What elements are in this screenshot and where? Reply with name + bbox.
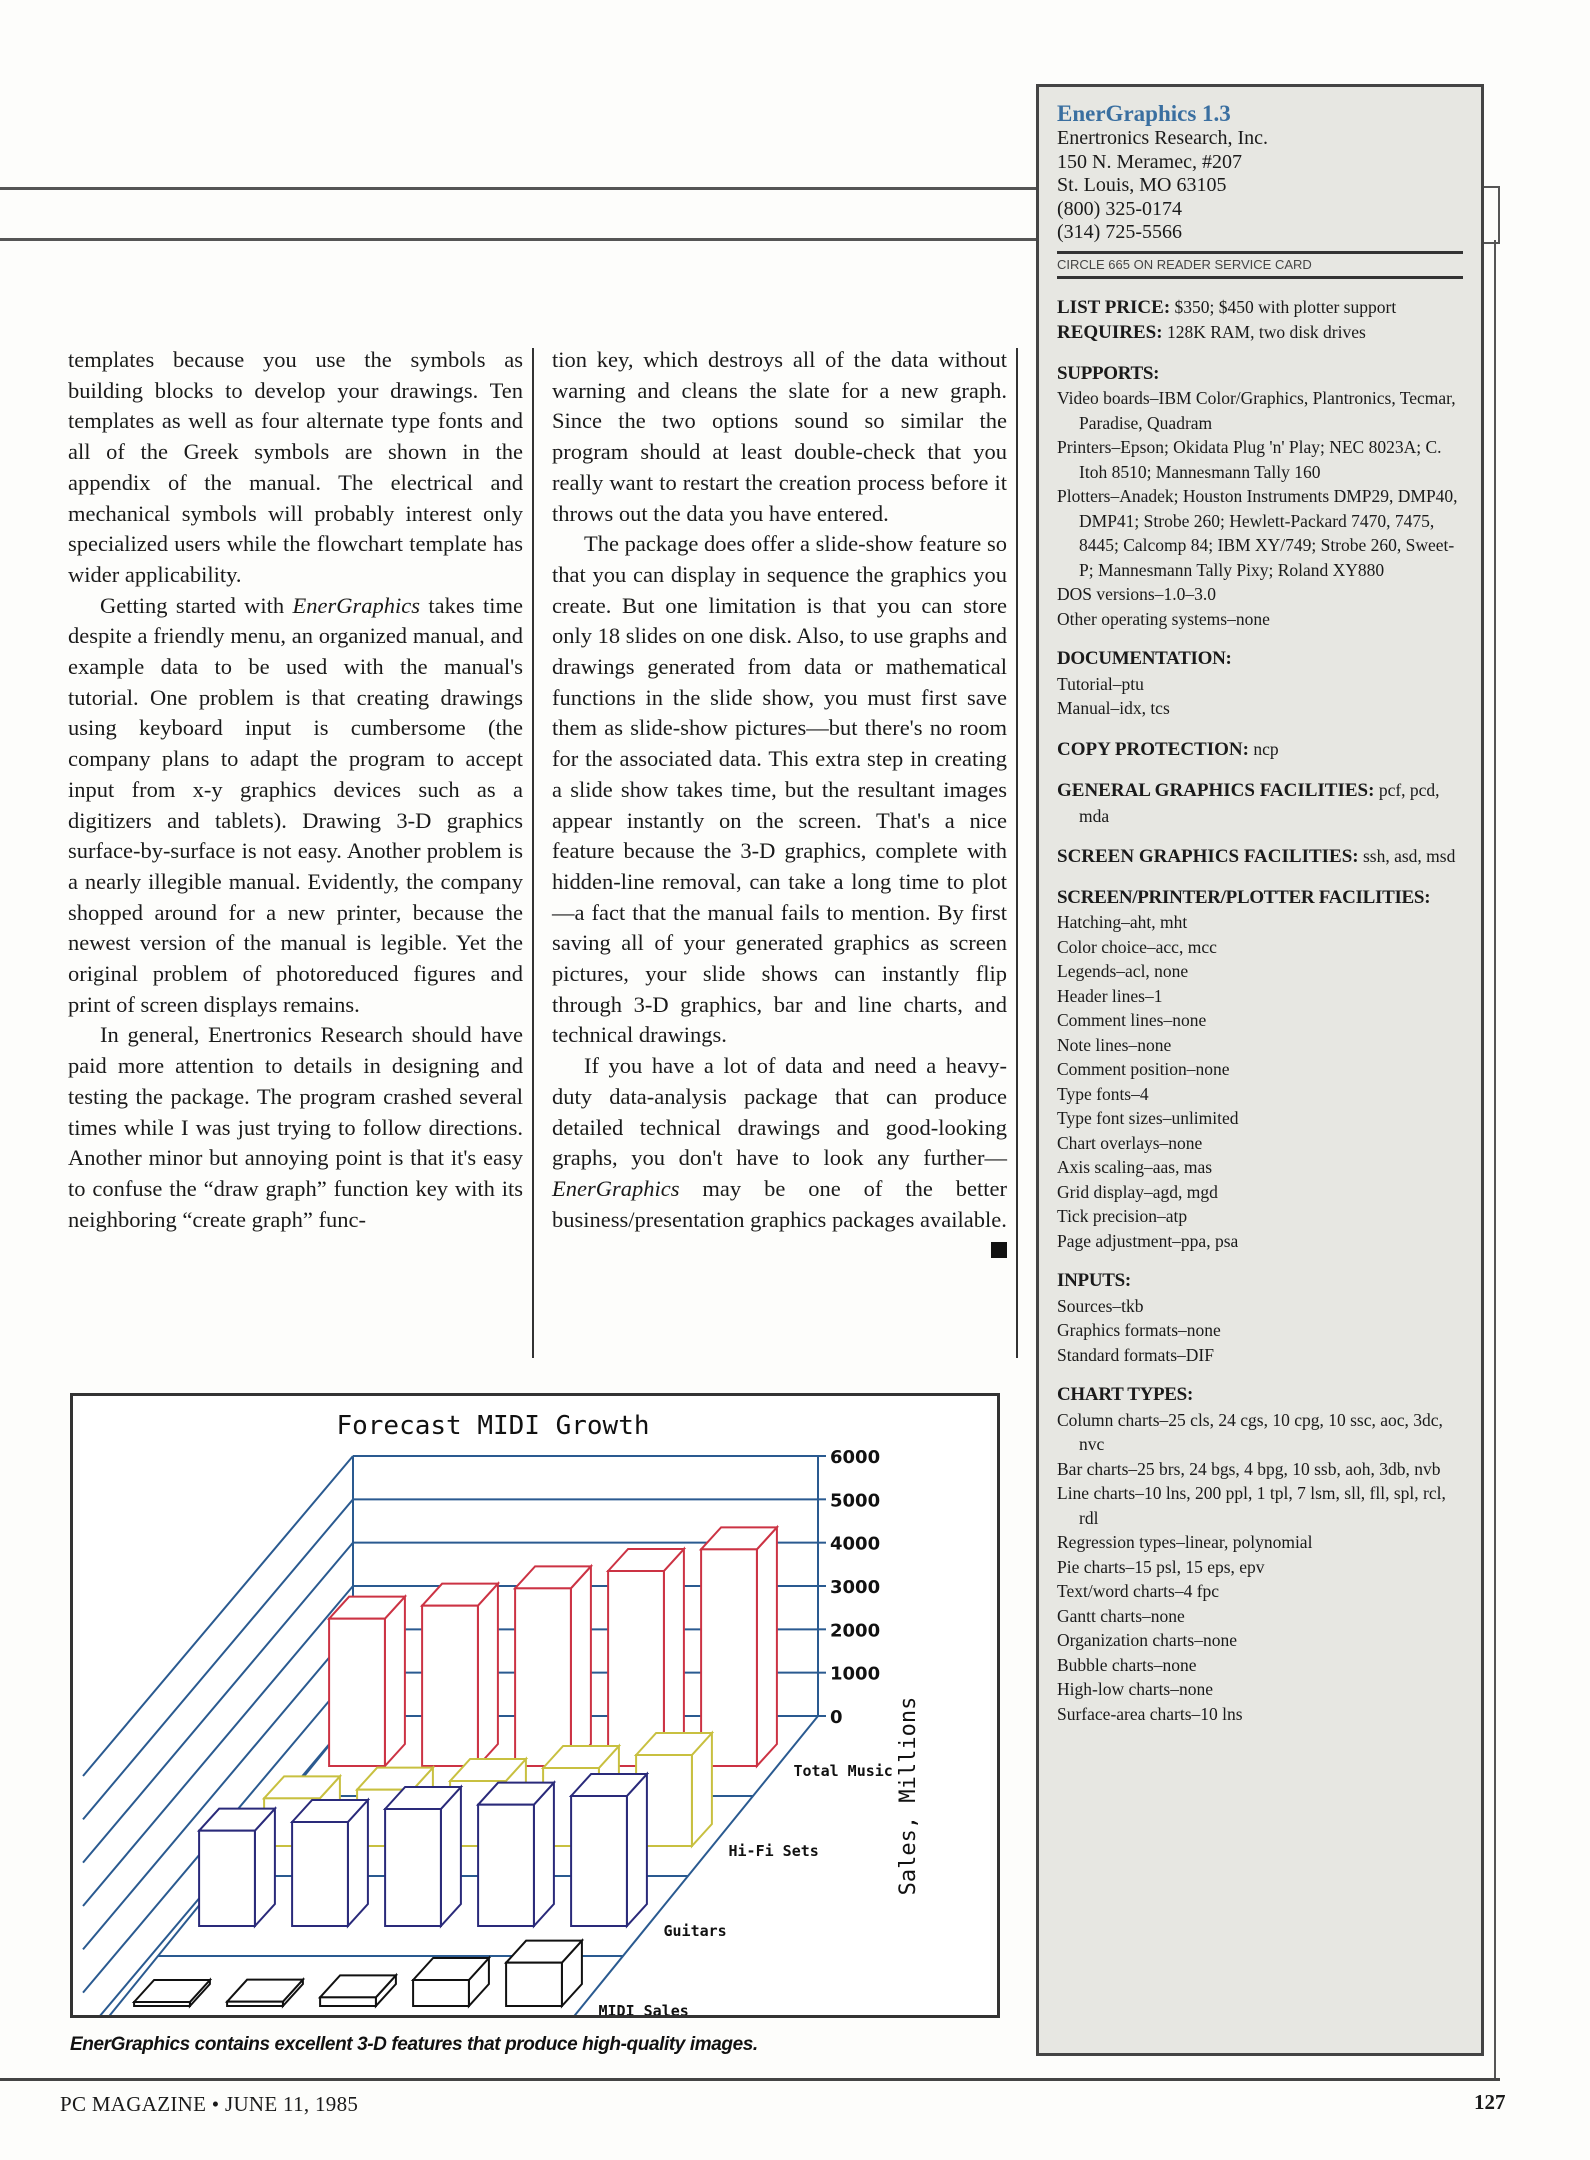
paragraph: The package does offer a slide-show feature so that you can display in sequence the graphics you create. But one limitation is that you can store only 18 slides on one disk. Also, to use graphs and drawings generated from data or mathematical functions in the slide show, you must first save them as slide-show pictures—but there's no room for the associated data. This extra step in creating a slide show takes time, but the resultant images appear instantly on the screen. That's a nice feature because the 3-D graphics, complete with hidden-line removal, can take a long time to plot—a fact that the manual fails to mention. By first saving all of your generated graphics as screen pictures, your slide shows can instantly flip through 3-D graphics, bar and line charts, and technical drawings. [552, 531, 1007, 1048]
general-graphics-facilities: GENERAL GRAPHICS FACILITIES: pcf, pcd, mda [1057, 780, 1440, 826]
paragraph: In general, Enertronics Research should have paid more attention to details in designing and testing the package. The program crashed several times while I was just trying to follow directions. Another minor but annoying point is that it's easy to confuse the “draw graph” function key with its neighboring “create graph” func- [68, 1022, 523, 1232]
bar [413, 1958, 489, 2006]
screen-printer-plotter-section: SCREEN/PRINTER/PLOTTER FACILITIES: Hatching–aht, mht Color choice–acc, mcc Legends–acl, none Header lines–1 Comment lines–none Note lines–none Comment position–none Type fonts–4 Type font sizes–unlimited Chart overlays–none Axis scaling–aas, mas Grid display–agd, mgd Tick precision–atp Page adjustment–ppa, psa [1057, 886, 1431, 1251]
bar [571, 1774, 647, 1926]
bar [134, 1980, 210, 2006]
y-tick-label: 6000 [830, 1447, 881, 1468]
inputs-section: INPUTS: Sources–tkb Graphics formats–none Standard formats–DIF [1057, 1270, 1221, 1365]
series-label: MIDI Sales [598, 2002, 689, 2015]
paragraph: templates because you use the symbols as building blocks to develop your drawings. Ten templates as well as four alternate type fonts and all of the Greek symbols are shown in the appendix of the manual. The electrical and mechanical symbols will probably interest only specialized users while the flowchart template has wider applicability. [68, 347, 523, 587]
y-tick-label: 3000 [830, 1577, 881, 1598]
price-requirements: LIST PRICE: $350; $450 with plotter support REQUIRES: 128K RAM, two disk drives [1057, 296, 1397, 343]
bar [422, 1584, 498, 1766]
paragraph: Getting started with EnerGraphics takes time despite a friendly menu, an organized manual, and example data to be used with the manual's tutorial. One problem is that creating drawings using keyboard input is cumbersome (the company plans to adapt the program to accept input from x-y graphics devices such as a digitizers and tablets). Drawing 3-D graphics surface-by-surface is not easy. Another problem is a nearly illegible manual. Evidently, the company shopped around for a new printer, because the newest version of the manual is legible. Yet the original problem of photoreduced figures and print of screen displays remains. [68, 592, 523, 1017]
column-divider [532, 348, 534, 1358]
bar [320, 1975, 396, 2006]
page-number: 127 [1474, 2090, 1506, 2114]
series-label: Hi-Fi Sets [728, 1842, 819, 1860]
figure-caption: EnerGraphics contains excellent 3-D features that produce high-quality images. [70, 2034, 758, 2055]
header-rule-bottom [0, 238, 1040, 241]
header-rule-top [0, 187, 1040, 190]
product-info-sidebar [1036, 84, 1484, 2056]
copy-protection: COPY PROTECTION: ncp [1057, 738, 1279, 760]
chart-types-section: CHART TYPES: Column charts–25 cls, 24 cgs, 10 cpg, 10 ssc, aoc, 3dc, nvc Bar charts–25 brs, 24 bgs, 4 bpg, 10 ssb, aoh, 3db, nvb Line charts–10 lns, 200 ppl, 1 tpl, 7 lsm, sll, fll, spl, rcl, rdl Regression types–linear, polynomial Pie charts–15 psl, 15 eps, epv Text/word charts–4 fpc Gantt charts–none Organization charts–none Bubble charts–none High-low charts–none Surface-area charts–10 lns [1057, 1384, 1446, 1724]
y-tick-label: 1000 [830, 1663, 881, 1685]
bar [385, 1787, 461, 1926]
column-divider [1016, 348, 1018, 1358]
magazine-issue-line: PC MAGAZINE • JUNE 11, 1985 [60, 2092, 359, 2116]
paragraph: If you have a lot of data and need a heavy-duty data-analysis package that can produce detailed technical drawings and good-looking graphs, you don't have to look any further—EnerGraphics may be one of the better business/presentation graphics packages available. [552, 1051, 1007, 1235]
supports-section: SUPPORTS: Video boards–IBM Color/Graphics, Plantronics, Tecmar, Paradise, Quadram Printers–Epson; Okidata Plug 'n' Play; NEC 8023A; C. Itoh 8510; Mannesmann Tally 160 Plotters–Anadek; Houston Instruments DMP29, DMP40, DMP41; Strobe 260; Hewlett-Packard 7470, 7475, 8445; Calcomp 84; IBM XY/749; Strobe 260, Sweet-P; Mannesmann Tally Pixy; Roland XY880 DOS versions–1.0–3.0 Other operating systems–none [1057, 362, 1458, 629]
series-label: Guitars [663, 1922, 727, 1940]
bar [227, 1980, 303, 2006]
bar [701, 1527, 777, 1766]
figure-3d-chart [70, 1393, 1000, 2018]
page-border-right [1494, 240, 1496, 2080]
y-tick-label: 4000 [830, 1533, 881, 1555]
reader-service-note: CIRCLE 665 ON READER SERVICE CARD [1057, 251, 1463, 279]
vendor-address: Enertronics Research, Inc. 150 N. Meramec, #207 St. Louis, MO 63105 (800) 325-0174 (314) 725-5566 [1057, 127, 1269, 243]
documentation-section: DOCUMENTATION: Tutorial–ptu Manual–idx, tcs [1057, 648, 1232, 718]
article-column-2 [552, 345, 1007, 1258]
bar [199, 1809, 275, 1926]
forecast-midi-growth-chart [73, 1396, 997, 2015]
product-title: EnerGraphics 1.3 [1057, 101, 1231, 126]
bar [515, 1566, 591, 1766]
y-tick-label: 5000 [830, 1490, 881, 1512]
end-of-article-mark [991, 1242, 1007, 1258]
y-tick-label: 0 [830, 1707, 843, 1728]
chart-title: Forecast MIDI Growth [336, 1411, 650, 1441]
paragraph: tion key, which destroys all of the data without warning and cleans the slate for a new graph. Since the two options sound so similar the program should at least double-check that you really want to restart the creation process before it throws out the data you have entered. [552, 347, 1007, 526]
y-axis-label: Sales, Millions [896, 1696, 921, 1896]
article-column-1 [68, 345, 523, 1235]
footer-rule [0, 2078, 1500, 2081]
series-label: Total Music [793, 1762, 893, 1780]
screen-graphics-facilities: SCREEN GRAPHICS FACILITIES: ssh, asd, msd [1057, 846, 1456, 867]
bar [329, 1597, 405, 1766]
bar [506, 1941, 582, 2006]
bar [292, 1800, 368, 1926]
y-tick-label: 2000 [830, 1620, 881, 1642]
bar [478, 1783, 554, 1926]
